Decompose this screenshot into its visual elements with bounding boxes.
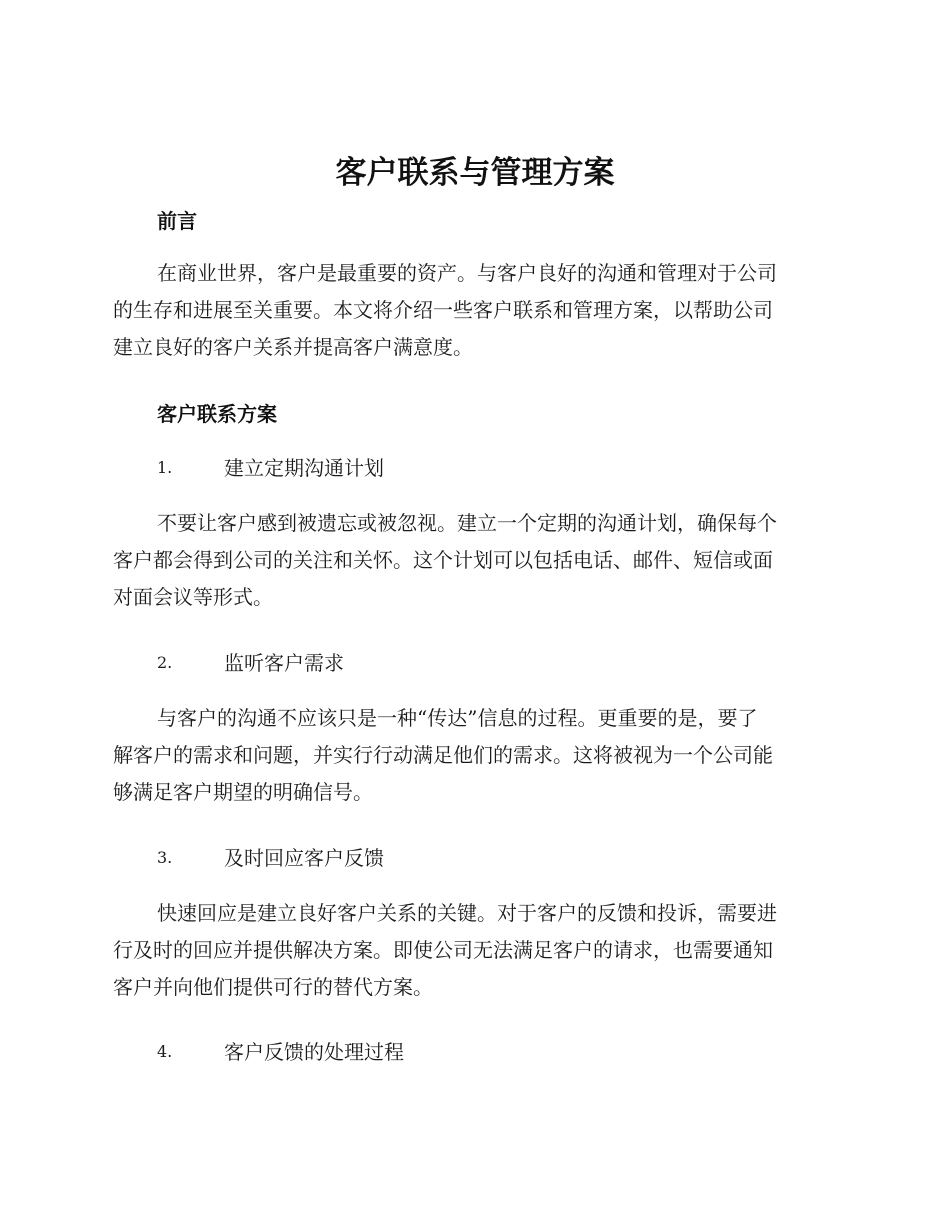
paragraph-line: 的生存和进展至关重要。本文将介绍一些客户联系和管理方案，以帮助公司 — [113, 298, 773, 322]
list-item-title: 客户反馈的处理过程 — [224, 1040, 404, 1064]
paragraph-line: 建立良好的客户关系并提高客户满意度。 — [113, 335, 473, 359]
list-item-number: 3. — [157, 848, 173, 867]
preface-heading: 前言 — [157, 209, 197, 233]
document-title: 客户联系与管理方案 — [335, 155, 615, 191]
list-item-title: 监听客户需求 — [224, 651, 344, 675]
list-item-title: 建立定期沟通计划 — [224, 456, 384, 480]
list-item-2-paragraph — [113, 700, 833, 811]
list-item-number: 2. — [157, 653, 173, 672]
paragraph-line: 对面会议等形式。 — [113, 585, 273, 609]
paragraph-line: 够满足客户期望的明确信号。 — [113, 780, 373, 804]
list-item-3-paragraph — [113, 895, 833, 1006]
paragraph-line: 解客户的需求和问题，并实行行动满足他们的需求。这将被视为一个公司能 — [113, 743, 773, 767]
paragraph-line: 客户并向他们提供可行的替代方案。 — [113, 975, 433, 999]
paragraph-line: 与客户的沟通不应该只是一种“传达”信息的过程。更重要的是，要了 — [157, 706, 758, 730]
preface-paragraph — [113, 255, 833, 366]
paragraph-line: 行及时的回应并提供解决方案。即使公司无法满足客户的请求，也需要通知 — [113, 938, 773, 962]
paragraph-line: 快速回应是建立良好客户关系的关键。对于客户的反馈和投诉，需要进 — [157, 901, 777, 925]
paragraph-line: 在商业世界，客户是最重要的资产。与客户良好的沟通和管理对于公司 — [157, 261, 777, 285]
paragraph-line: 不要让客户感到被遗忘或被忽视。建立一个定期的沟通计划，确保每个 — [157, 511, 777, 535]
list-item-number: 1. — [157, 458, 173, 477]
paragraph-line: 客户都会得到公司的关注和关怀。这个计划可以包括电话、邮件、短信或面 — [113, 548, 773, 572]
list-item-number: 4. — [157, 1042, 173, 1061]
list-item-title: 及时回应客户反馈 — [224, 846, 384, 870]
section-heading: 客户联系方案 — [157, 402, 277, 426]
list-item-1-paragraph — [113, 505, 833, 616]
